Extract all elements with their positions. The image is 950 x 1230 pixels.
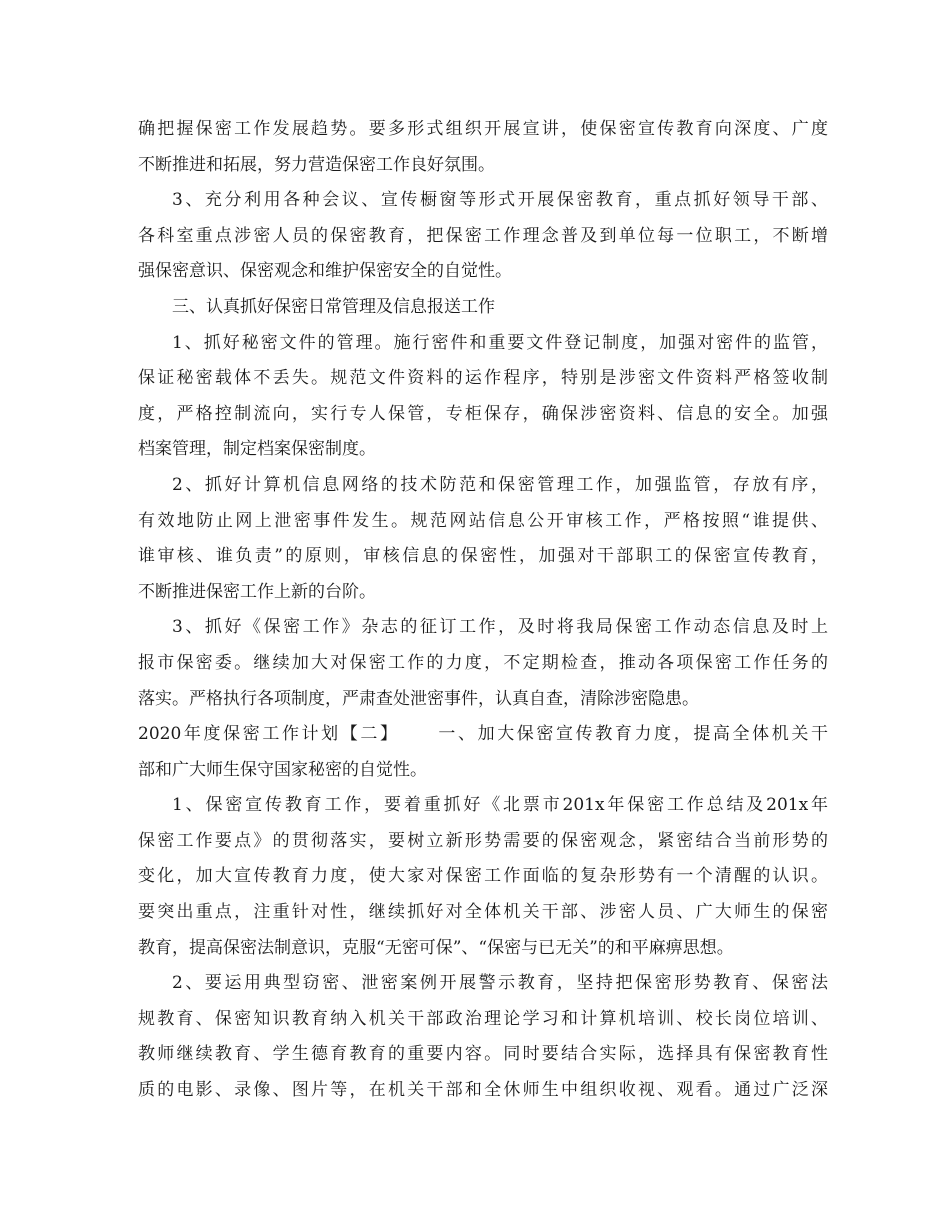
text-line: 变化，加大宣传教育力度，使大家对保密工作面临的复杂形势有一个清醒的认识。 — [138, 866, 828, 887]
text-line: 2、抓好计算机信息网络的技术防范和保密管理工作，加强监管，存放有序， — [172, 474, 828, 495]
text-line: 确把握保密工作发展趋势。要多形式组织开展宣讲，使保密宣传教育向深度、广度 — [138, 119, 828, 139]
text-line: 2、要运用典型窃密、泄密案例开展警示教育，坚持把保密形势教育、保密法 — [172, 973, 828, 994]
text-line: 教师继续教育、学生德育教育的重要内容。同时要结合实际，选择具有保密教育性 — [138, 1044, 828, 1065]
text-line: 要突出重点，注重针对性，继续抓好对全体机关干部、涉密人员、广大师生的保密 — [138, 902, 828, 923]
document-body — [138, 112, 828, 1109]
text-line: 各科室重点涉密人员的保密教育，把保密工作理念普及到单位每一位职工，不断增 — [138, 225, 828, 246]
text-line: 有效地防止网上泄密事件发生。规范网站信息公开审核工作，严格按照“谁提供、 — [138, 510, 828, 531]
text-line: 2020年度保密工作计划【二】 一、加大保密宣传教育力度，提高全体机关干 — [138, 724, 828, 745]
text-line: 不断推进保密工作上新的台阶。 — [138, 581, 376, 602]
text-line: 三、认真抓好保密日常管理及信息报送工作 — [172, 296, 495, 317]
text-line: 不断推进和拓展，努力营造保密工作良好氛围。 — [138, 154, 495, 175]
text-line: 1、抓好秘密文件的管理。施行密件和重要文件登记制度，加强对密件的监管， — [172, 332, 828, 353]
text-line: 部和广大师生保守国家秘密的自觉性。 — [138, 759, 427, 780]
text-line: 保密工作要点》的贯彻落实，要树立新形势需要的保密观念，紧密结合当前形势的 — [138, 830, 828, 851]
text-line: 强保密意识、保密观念和维护保密安全的自觉性。 — [138, 261, 512, 282]
text-line: 教育，提高保密法制意识，克服“无密可保”、“保密与已无关”的和平麻痹思想。 — [138, 937, 734, 958]
text-line: 报市保密委。继续加大对保密工作的力度，不定期检查，推动各项保密工作任务的 — [138, 652, 828, 673]
text-line: 谁审核、谁负责”的原则，审核信息的保密性，加强对干部职工的保密宣传教育， — [138, 546, 828, 567]
text-line: 3、充分利用各种会议、宣传橱窗等形式开展保密教育，重点抓好领导干部、 — [172, 190, 828, 211]
text-line: 落实。严格执行各项制度，严肃查处泄密事件，认真自查，清除涉密隐患。 — [138, 688, 699, 709]
text-line: 质的电影、录像、图片等，在机关干部和全休师生中组织收视、观看。通过广泛深 — [138, 1080, 828, 1101]
text-line: 保证秘密载体不丢失。规范文件资料的运作程序，特别是涉密文件资料严格签收制 — [138, 368, 828, 389]
text-line: 规教育、保密知识教育纳入机关干部政治理论学习和计算机培训、校长岗位培训、 — [138, 1008, 828, 1029]
text-line: 3、抓好《保密工作》杂志的征订工作，及时将我局保密工作动态信息及时上 — [172, 617, 828, 638]
text-line: 1、保密宣传教育工作，要着重抓好《北票市201x年保密工作总结及201x年 — [172, 795, 828, 816]
text-line: 档案管理，制定档案保密制度。 — [138, 439, 376, 460]
text-line: 度，严格控制流向，实行专人保管，专柜保存，确保涉密资料、信息的安全。加强 — [138, 403, 828, 424]
